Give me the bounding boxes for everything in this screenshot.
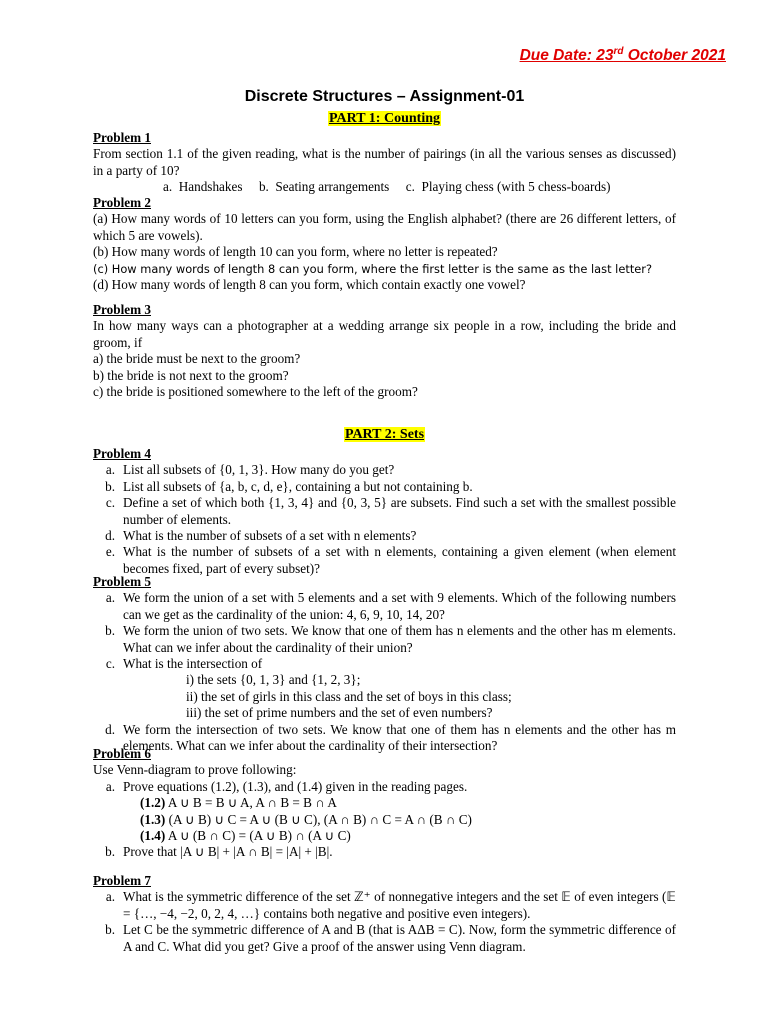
- problem-5-heading: Problem 5: [93, 574, 151, 589]
- list-item: b. Prove that |A ∪ B| + |A ∩ B| = |A| + |B|.: [105, 844, 333, 860]
- problem-7: [93, 873, 676, 955]
- problem-7-heading: Problem 7: [93, 873, 151, 888]
- problem-3-heading: Problem 3: [93, 302, 151, 317]
- problem-5: [93, 574, 676, 754]
- problem-5-c-i: i) the sets {0, 1, 3} and {1, 2, 3};: [186, 672, 361, 688]
- problem-2-a: (a) How many words of 10 letters can you form, using the English alphabet? (there are 26 different letters, of which 5 are vowels).: [93, 211, 676, 243]
- problem-2-heading: Problem 2: [93, 195, 151, 210]
- equation-1-4: (1.4) A ∪ (B ∩ C) = (A ∪ B) ∩ (A ∪ C): [140, 828, 351, 844]
- problem-2-b: (b) How many words of length 10 can you form, where no letter is repeated?: [93, 244, 498, 260]
- list-item: b. We form the union of two sets. We know that one of them has n elements and the other has m elements. What can we infer about the cardinality of their union?: [105, 623, 676, 655]
- list-item: a. What is the symmetric difference of the set ℤ⁺ of nonnegative integers and the set 𝔼 of even integers (𝔼 = {…, −4, −2, 0, 2, 4, …} contains both negative and positive even integers).: [105, 889, 676, 921]
- problem-1-text: From section 1.1 of the given reading, what is the number of pairings (in all the various senses as discussed) in a party of 10?: [93, 146, 676, 178]
- problem-3-c: c) the bride is positioned somewhere to the left of the groom?: [93, 384, 418, 400]
- problem-3-a: a) the bride must be next to the groom?: [93, 351, 301, 367]
- problem-1-heading: Problem 1: [93, 130, 151, 145]
- part-2-heading: PART 2: Sets: [344, 427, 425, 442]
- equation-1-2: (1.2) A ∪ B = B ∪ A, A ∩ B = B ∩ A: [140, 795, 337, 811]
- problem-4-heading: Problem 4: [93, 446, 151, 461]
- problem-1: [93, 130, 676, 196]
- equation-1-3: (1.3) (A ∪ B) ∪ C = A ∪ (B ∪ C), (A ∩ B) ∩ C = A ∩ (B ∩ C): [140, 811, 472, 827]
- problem-4: [93, 446, 676, 577]
- problem-5-c-ii: ii) the set of girls in this class and the set of boys in this class;: [186, 688, 512, 704]
- list-item: b. Let C be the symmetric difference of A and B (that is AΔB = C). Now, form the symmetric difference of A and C. What did you get? Give a proof of the answer using Venn diagram.: [105, 922, 676, 954]
- list-item: a. We form the union of a set with 5 elements and a set with 9 elements. Which of the following numbers can we get as the cardinality of the union: 4, 6, 9, 10, 14, 20?: [105, 590, 676, 622]
- problem-6: [93, 746, 676, 861]
- problem-2-d: (d) How many words of length 8 can you form, which contain exactly one vowel?: [93, 277, 526, 293]
- list-item: b. List all subsets of {a, b, c, d, e}, containing a but not containing b.: [105, 478, 473, 494]
- problem-6-heading: Problem 6: [93, 746, 151, 761]
- list-item: d. We form the intersection of two sets. We know that one of them has n elements and the other has m elements. What can we infer about the cardinality of their intersection?: [105, 721, 676, 754]
- list-item: c. What is the intersection of: [105, 656, 263, 672]
- list-item: e. What is the number of subsets of a set with n elements, containing a given element (when element becomes fixed, part of every subset)?: [105, 544, 676, 576]
- problem-2: [93, 195, 676, 293]
- part-1-heading: PART 1: Counting: [328, 111, 440, 126]
- page-title: Discrete Structures – Assignment-01: [244, 88, 525, 105]
- list-item: c. Define a set of which both {1, 3, 4} and {0, 3, 5} are subsets. Find such a set with the smallest possible number of elements.: [105, 495, 676, 527]
- list-item: a. Prove equations (1.2), (1.3), and (1.4) given in the reading pages.: [105, 778, 468, 794]
- list-item: a. List all subsets of {0, 1, 3}. How many do you get?: [105, 462, 395, 478]
- problem-5-c-iii: iii) the set of prime numbers and the set of even numbers?: [186, 705, 493, 721]
- problem-6-text: Use Venn-diagram to prove following:: [93, 762, 297, 778]
- problem-2-c: (c) How many words of length 8 can you form, where the first letter is the same as the last letter?: [93, 261, 653, 276]
- due-date: Due Date: 23rd October 2021: [519, 46, 726, 65]
- problem-3-text: In how many ways can a photographer at a wedding arrange six people in a row, including the bride and groom, if: [93, 318, 676, 350]
- problem-3-b: b) the bride is not next to the groom?: [93, 367, 289, 383]
- problem-1-options: a. Handshakes b. Seating arrangements c. Playing chess (with 5 chess-boards): [163, 179, 611, 195]
- list-item: d. What is the number of subsets of a set with n elements?: [105, 528, 417, 544]
- problem-3: [93, 302, 676, 400]
